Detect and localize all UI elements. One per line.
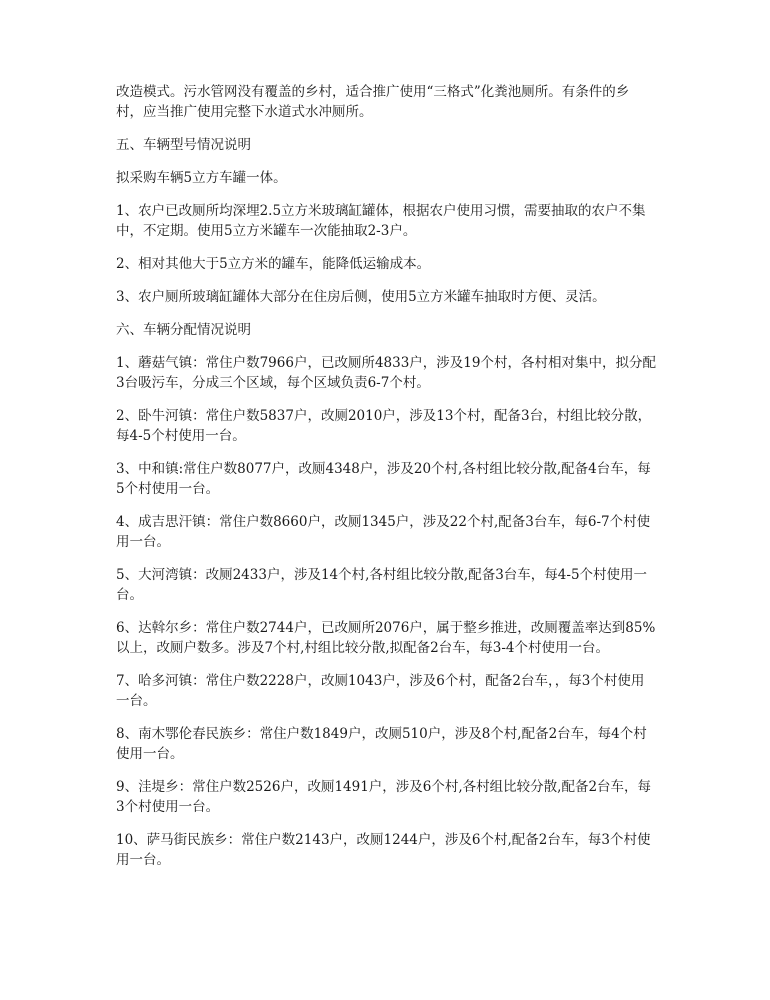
- section-heading-vehicle-model: 五、车辆型号情况说明: [116, 137, 251, 153]
- paragraph-model-reason-3: 3、农户厕所玻璃缸罐体大部分在住房后侧，使用5立方米罐车抽取时方便、灵活。: [116, 289, 606, 305]
- document-body: [116, 82, 656, 883]
- allocation-item: 7、哈多河镇：常住户数2228户，改厕1043户，涉及6个村，配备2台车，，每3个村使用一台。: [116, 673, 645, 709]
- allocation-item: 8、南木鄂伦春民族乡：常住户数1849户，改厕510户，涉及8个村,配备2台车，每4个村使用一台。: [116, 726, 647, 762]
- section-heading-vehicle-allocation: 六、车辆分配情况说明: [116, 322, 251, 338]
- allocation-item: 3、中和镇:常住户数8077户，改厕4348户，涉及20个村,各村组比较分散,配备4台车，每5个村使用一台。: [116, 461, 651, 497]
- allocation-item: 4、成吉思汗镇：常住户数8660户，改厕1345户，涉及22个村,配备3台车，每6-7个村使用一台。: [116, 514, 651, 550]
- allocation-item: 6、达斡尔乡：常住户数2744户，已改厕所2076户，属于整乡推进，改厕覆盖率达到85%以上，改厕户数多。涉及7个村,村组比较分散,拟配备2台车，每3-4个村使用一台。: [116, 620, 656, 656]
- allocation-item: 1、蘑菇气镇：常住户数7966户，已改厕所4833户，涉及19个村，各村相对集中，拟分配3台吸污车，分成三个区域，每个区域负责6-7个村。: [116, 355, 656, 391]
- paragraph-toilet-mode: 改造模式。污水管网没有覆盖的乡村，适合推广使用“三格式”化粪池厕所。有条件的乡村，应当推广使用完整下水道式水冲厕所。: [116, 84, 630, 120]
- allocation-item: 10、萨马街民族乡：常住户数2143户，改厕1244户，涉及6个村,配备2台车，每3个村使用一台。: [116, 832, 651, 868]
- allocation-item: 9、洼堤乡：常住户数2526户，改厕1491户，涉及6个村,各村组比较分散,配备2台车，每3个村使用一台。: [116, 779, 652, 815]
- allocation-item: 2、卧牛河镇：常住户数5837户，改厕2010户，涉及13个村，配备3台，村组比较分散，每4-5个村使用一台。: [116, 408, 652, 444]
- allocation-item: 5、大河湾镇：改厕2433户，涉及14个村,各村组比较分散,配备3台车，每4-5个村使用一台。: [116, 567, 648, 603]
- paragraph-model-reason-1: 1、农户已改厕所均深埋2.5立方米玻璃缸罐体，根据农户使用习惯，需要抽取的农户不集中，不定期。使用5立方米罐车一次能抽取2-3户。: [116, 203, 646, 239]
- paragraph-model-reason-2: 2、相对其他大于5立方米的罐车，能降低运输成本。: [116, 256, 431, 272]
- paragraph-purchase-plan: 拟采购车辆5立方车罐一体。: [116, 170, 287, 186]
